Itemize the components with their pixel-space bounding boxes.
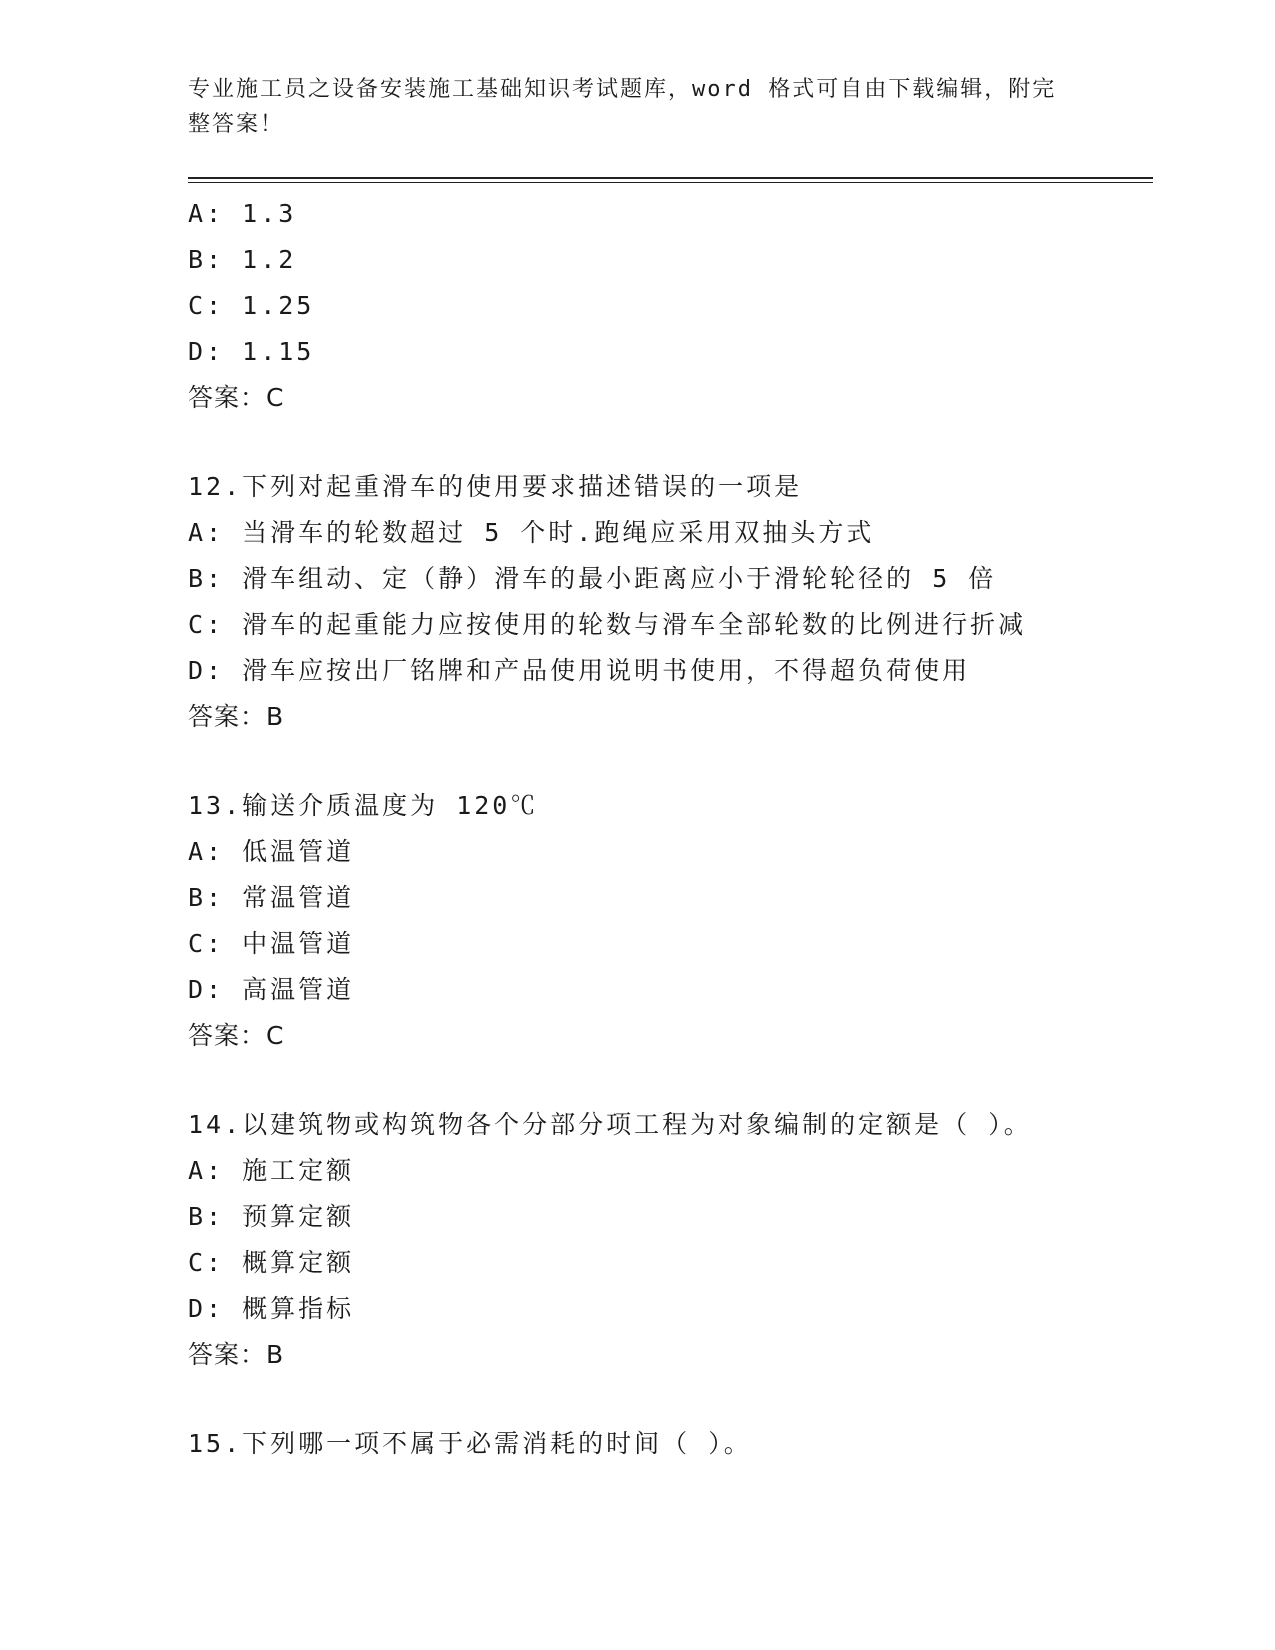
header-rule-thin: [188, 182, 1153, 183]
option-b: B: 常温管道: [188, 883, 355, 912]
question-block-13: [188, 783, 1153, 1059]
option-a: A: 施工定额: [188, 1156, 355, 1185]
option-c: C: 概算定额: [188, 1248, 355, 1277]
header-rule-thick: [188, 177, 1153, 179]
option-b: B: 1.2: [188, 245, 297, 274]
option-a: A: 1.3: [188, 199, 297, 228]
option-c: C: 中温管道: [188, 929, 355, 958]
option-d: D: 概算指标: [188, 1294, 355, 1323]
answer: 答案：B: [188, 1340, 285, 1369]
answer: 答案：B: [188, 702, 285, 731]
question-text: 14.以建筑物或构筑物各个分部分项工程为对象编制的定额是（ ）。: [188, 1110, 1032, 1139]
question-block-15: [188, 1421, 1153, 1467]
option-b: B: 滑车组动、定（静）滑车的最小距离应小于滑轮轮径的 5 倍: [188, 564, 997, 593]
question-text: 15.下列哪一项不属于必需消耗的时间（ ）。: [188, 1429, 752, 1458]
question-list: [188, 191, 1153, 1467]
option-a: A: 低温管道: [188, 837, 355, 866]
document-header: 专业施工员之设备安装施工基础知识考试题库，word 格式可自由下载编辑，附完整答案！: [188, 77, 1057, 137]
option-d: D: 高温管道: [188, 975, 355, 1004]
answer: 答案：C: [188, 383, 285, 412]
question-text: 13.输送介质温度为 120℃: [188, 791, 539, 820]
option-a: A: 当滑车的轮数超过 5 个时.跑绳应采用双抽头方式: [188, 518, 875, 547]
question-block-11: [188, 191, 1153, 421]
question-block-12: [188, 464, 1153, 740]
question-text: 12.下列对起重滑车的使用要求描述错误的一项是: [188, 472, 803, 501]
question-block-14: [188, 1102, 1153, 1378]
answer: 答案：C: [188, 1021, 285, 1050]
option-d: D: 滑车应按出厂铭牌和产品使用说明书使用，不得超负荷使用: [188, 656, 971, 685]
option-c: C: 1.25: [188, 291, 315, 320]
option-c: C: 滑车的起重能力应按使用的轮数与滑车全部轮数的比例进行折减: [188, 610, 1027, 639]
option-d: D: 1.15: [188, 337, 315, 366]
option-b: B: 预算定额: [188, 1202, 355, 1231]
